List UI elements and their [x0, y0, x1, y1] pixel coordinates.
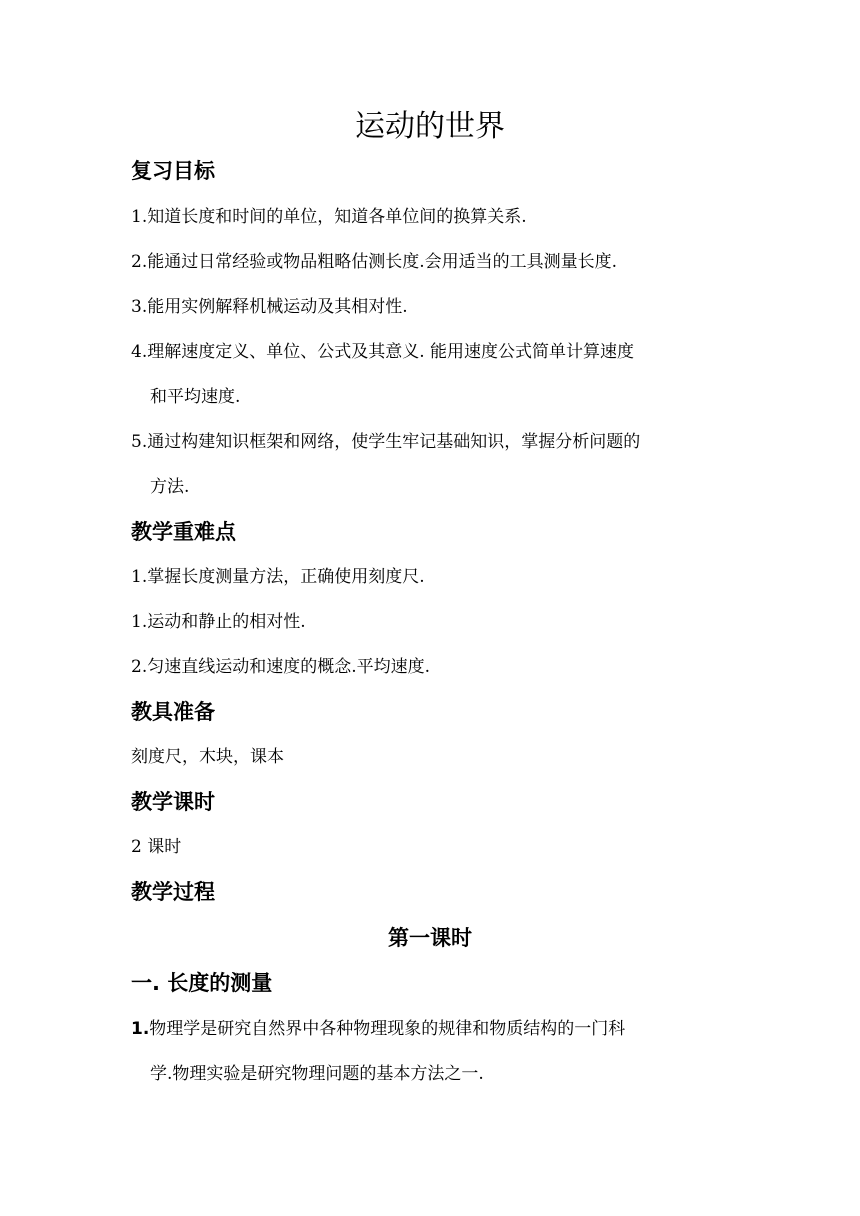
list-item: [131, 340, 731, 364]
list-item: [131, 430, 731, 454]
list-item-continuation: 方法.: [150, 477, 190, 497]
list-item-number: 1.: [131, 1019, 150, 1039]
part-heading-length-measurement: 一. 长度的测量: [131, 971, 273, 995]
list-item: [131, 295, 731, 319]
list-item-text: 运动和静止的相对性.: [147, 612, 306, 632]
section-heading-key-points: 教学重难点: [131, 520, 236, 544]
list-item-number: 4.: [131, 342, 148, 362]
list-item-number: 1.: [131, 207, 148, 227]
list-item-number: 2.: [131, 252, 148, 272]
list-item-number: 1.: [131, 612, 148, 632]
list-item-text: 知道长度和时间的单位，知道各单位间的换算关系.: [147, 207, 527, 227]
list-item-continuation: 和平均速度.: [150, 387, 241, 407]
page-title: 运动的世界: [355, 109, 505, 144]
list-item-number: 5.: [131, 432, 148, 452]
list-item-continuation: 学.物理实验是研究物理问题的基本方法之一.: [150, 1064, 484, 1084]
lesson-title: 第一课时: [388, 926, 472, 950]
list-item-number: 3.: [131, 297, 148, 317]
list-item-text: 能通过日常经验或物品粗略估测长度.会用适当的工具测量长度.: [147, 252, 618, 272]
list-item-text: 物理学是研究自然界中各种物理现象的规律和物质结构的一门科: [149, 1019, 626, 1039]
hours-text: 2 课时: [131, 837, 182, 857]
list-item: [131, 655, 731, 679]
list-item: [131, 565, 731, 589]
list-item: [131, 250, 731, 274]
section-heading-review-goals: 复习目标: [131, 159, 215, 183]
list-item-number: 1.: [131, 567, 148, 587]
list-item: [131, 205, 731, 229]
section-heading-tools: 教具准备: [131, 700, 215, 724]
list-item-text: 匀速直线运动和速度的概念.平均速度.: [147, 657, 431, 677]
list-item: [131, 1017, 731, 1041]
tools-text: 刻度尺，木块，课本: [131, 747, 284, 767]
list-item: [131, 610, 731, 634]
list-item-text: 能用实例解释机械运动及其相对性.: [147, 297, 408, 317]
list-item-text: 理解速度定义、单位、公式及其意义. 能用速度公式简单计算速度: [147, 342, 635, 362]
list-item-number: 2.: [131, 657, 148, 677]
section-heading-process: 教学过程: [131, 880, 215, 904]
section-heading-hours: 教学课时: [131, 790, 215, 814]
list-item-text: 掌握长度测量方法，正确使用刻度尺.: [147, 567, 425, 587]
list-item-text: 通过构建知识框架和网络，使学生牢记基础知识，掌握分析问题的: [147, 432, 641, 452]
